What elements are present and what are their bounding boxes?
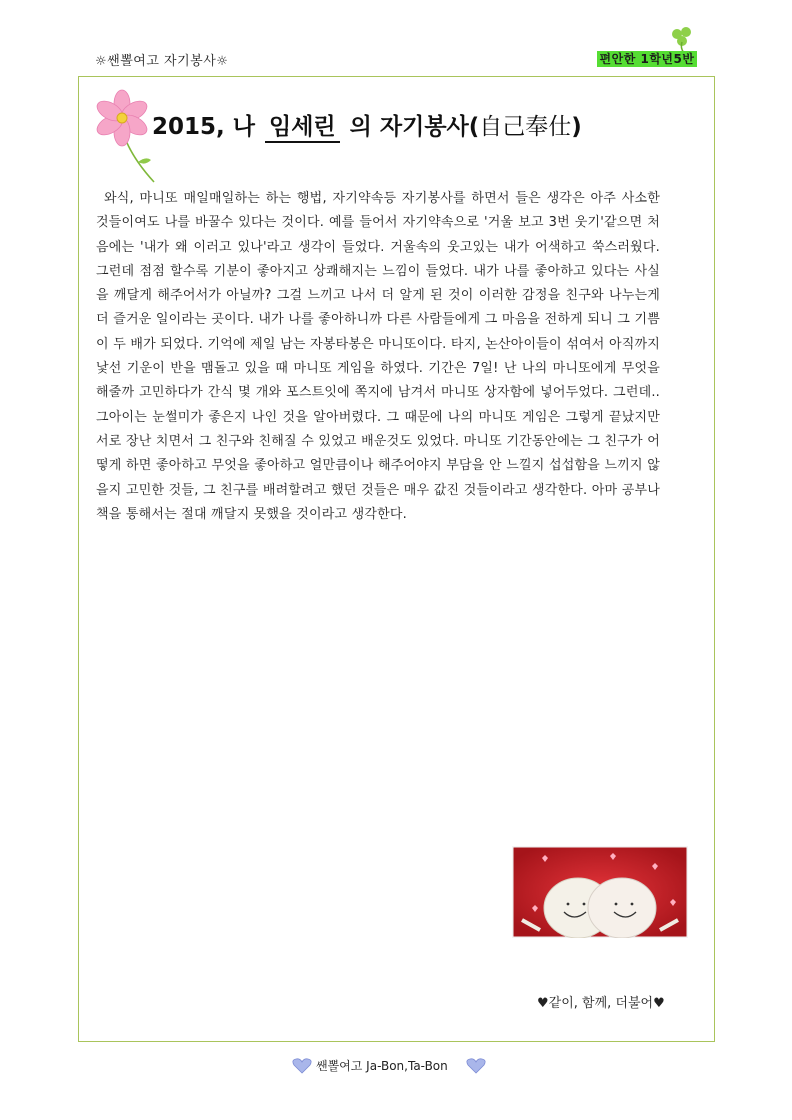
footer	[292, 1057, 486, 1074]
heart-icon	[466, 1058, 486, 1074]
slogan: ♥같이, 함께, 더불어♥	[537, 996, 665, 1011]
cosmos-flower-icon	[88, 86, 158, 184]
class-badge: 편안한 1학년5반	[597, 51, 697, 67]
heart-icon	[292, 1058, 312, 1074]
essay-body: 와식, 마니또 매일매일하는 하는 행법, 자기약속등 자기봉사를 하면서 들은 생각은 아주 사소한 것들이여도 나를 바꿀수 있다는 것이다. 예를 들어서 자기약속으로 '거울 보고 3번 웃기'같으면 처음에는 '내가 왜 이러고 있나'라고 생각이 들었다. 거울속의 웃고있는 내가 어색하고 쑥스러웠다. 그런데 점점 할수록 기분이 좋아지고 상쾌해지는 느낌이 들었다. 내가 나를 좋아하고 있다는 사실을 깨달게 해주어서가 아닐까? 그걸 느끼고 나서 더 알게 된 것이 이러한 감정을 친구와 나누는게 더 즐거운 일이라는 곳이다. 내가 나를 좋아하니까 다른 사람들에게 그 마음을 전하게 되니 그 기쁨이 두 배가 되었다. 기억에 제일 남는 자봉타봉은 마니또이다. 타지, 논산아이들이 섞여서 아직까지 낯선 기운이 반을 맴돌고 있을 때 마니또 게임을 하였다. 기간은 7일! 난 나의 마니또에게 무엇을 해줄까 고민하다가 간식 몇 개와 포스트잇에 쪽지에 남겨서 마니또 상자함에 넣어두었다. 그런데.. 그아이는 눈썰미가 좋은지 나인 것을 알아버렸다. 그 때문에 나의 마니또 게임은 그렇게 끝났지만 서로 장난 치면서 그 친구와 친해질 수 있었고 배운것도 있었다. 마니또 기간동안에는 그 친구가 어떻게 하면 좋아하고 무엇을 좋아하고 얼만큼이나 해주어야지 부담을 안 느낄지 섭섭함을 느끼지 않을지 고민한 것들, 그 친구를 배려할려고 했던 것들은 매우 값진 것들이라고 생각한다. 아마 공부나 책을 통해서는 절대 깨달지 못했을 것이라고 생각한다.	[96, 191, 660, 522]
title-hanja: 自己奉仕	[479, 114, 572, 140]
clover-icon	[668, 24, 696, 54]
title-suffix: 의 자기봉사(	[349, 114, 480, 140]
header-school-title: ☼쌘뽈여고 자기봉사☼	[95, 54, 229, 69]
title-close: )	[571, 114, 582, 140]
page-title	[152, 108, 582, 143]
footer-text: 쌘뽈여고 Ja-Bon,Ta-Bon	[316, 1059, 448, 1073]
title-name: 임세린	[265, 108, 340, 143]
couple-illustration	[512, 846, 688, 938]
title-year: 2015, 나	[152, 114, 255, 140]
